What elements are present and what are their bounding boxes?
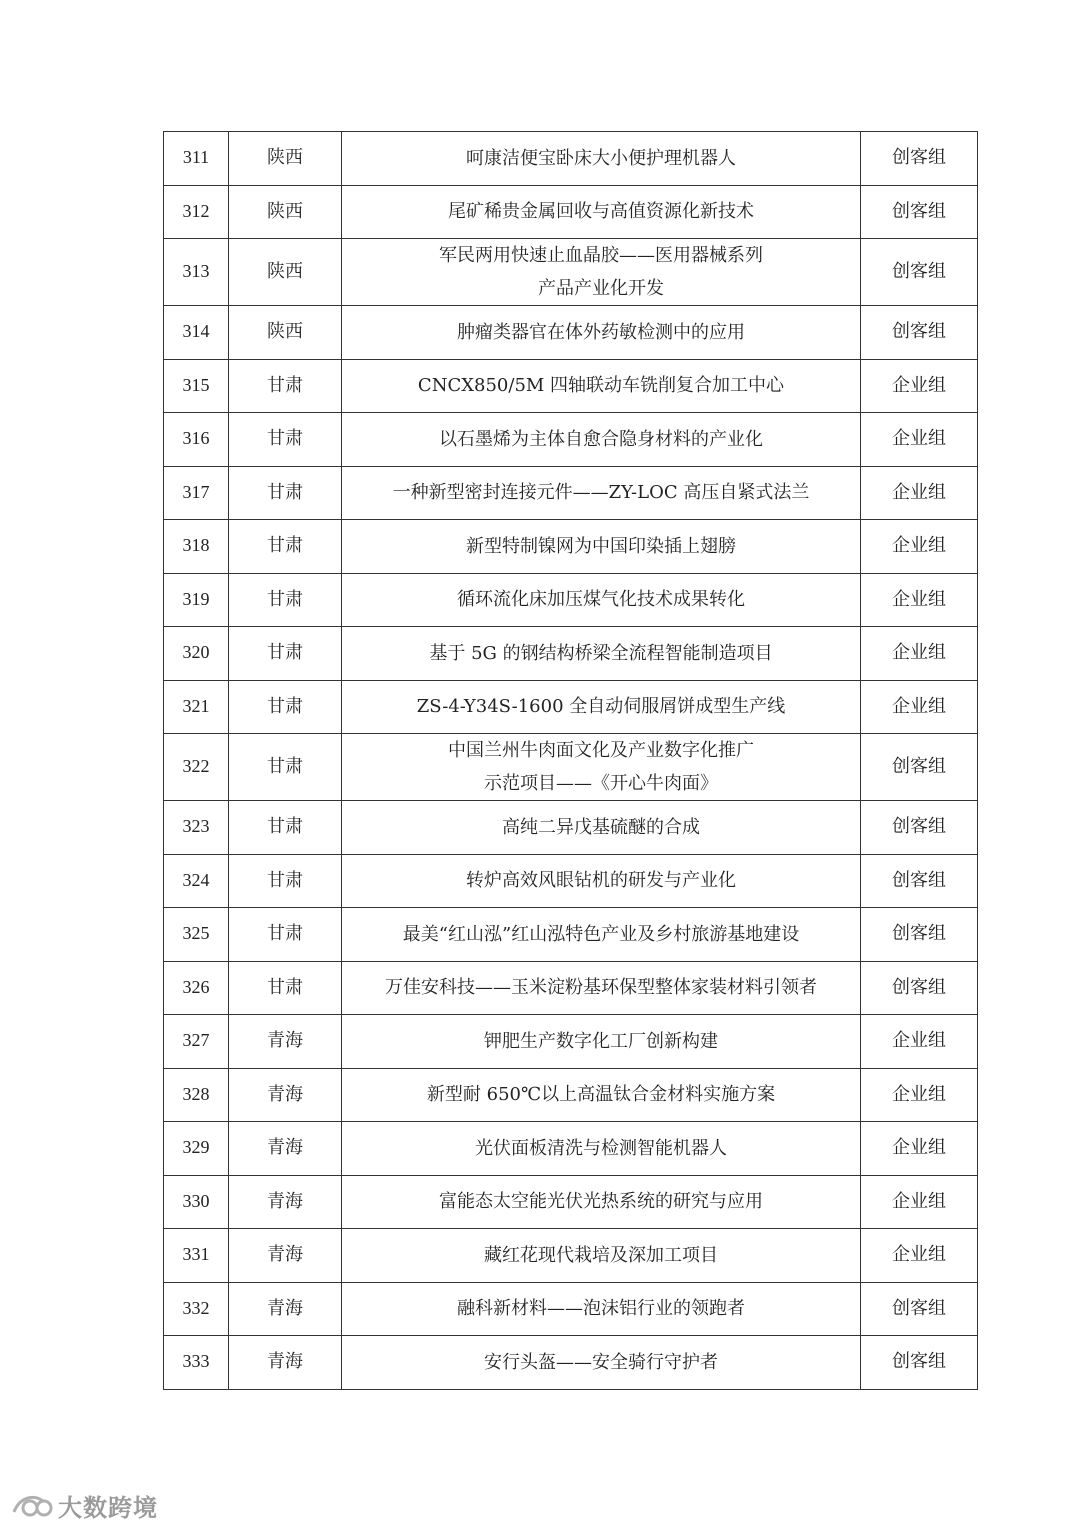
row-group: 创客组 — [861, 1336, 978, 1390]
row-group: 创客组 — [861, 306, 978, 360]
row-number: 332 — [164, 1282, 229, 1336]
row-project-name: 军民两用快速止血晶胶——医用器械系列 产品产业化开发 — [342, 239, 861, 306]
table-row — [164, 413, 978, 467]
projects-table — [163, 131, 978, 1390]
table-row — [164, 306, 978, 360]
table-row — [164, 1175, 978, 1229]
table-row — [164, 573, 978, 627]
row-project-name: 以石墨烯为主体自愈合隐身材料的产业化 — [342, 413, 861, 467]
row-number: 333 — [164, 1336, 229, 1390]
table-row — [164, 1229, 978, 1283]
row-number: 331 — [164, 1229, 229, 1283]
row-number: 330 — [164, 1175, 229, 1229]
row-number: 314 — [164, 306, 229, 360]
row-project-name: 万佳安科技——玉米淀粉基环保型整体家装材料引领者 — [342, 961, 861, 1015]
row-project-name: 高纯二异戊基硫醚的合成 — [342, 801, 861, 855]
row-province: 青海 — [229, 1175, 342, 1229]
row-project-name: 光伏面板清洗与检测智能机器人 — [342, 1122, 861, 1176]
row-number: 319 — [164, 573, 229, 627]
row-province: 甘肃 — [229, 908, 342, 962]
row-group: 企业组 — [861, 627, 978, 681]
row-project-name: 富能态太空能光伏光热系统的研究与应用 — [342, 1175, 861, 1229]
row-group: 企业组 — [861, 359, 978, 413]
row-province: 陕西 — [229, 306, 342, 360]
row-group: 创客组 — [861, 801, 978, 855]
row-province: 青海 — [229, 1122, 342, 1176]
row-province: 甘肃 — [229, 413, 342, 467]
table-row — [164, 734, 978, 801]
row-group: 企业组 — [861, 466, 978, 520]
row-group: 企业组 — [861, 1015, 978, 1069]
row-number: 315 — [164, 359, 229, 413]
table-row — [164, 132, 978, 186]
table-row — [164, 1015, 978, 1069]
row-province: 陕西 — [229, 239, 342, 306]
row-group: 创客组 — [861, 908, 978, 962]
row-province: 甘肃 — [229, 734, 342, 801]
projects-table-body — [164, 132, 978, 1390]
table-row — [164, 1068, 978, 1122]
table-row — [164, 801, 978, 855]
row-province: 甘肃 — [229, 573, 342, 627]
watermark-text: 大数跨境 — [58, 1493, 158, 1522]
row-project-name: 藏红花现代栽培及深加工项目 — [342, 1229, 861, 1283]
table-row — [164, 908, 978, 962]
row-number: 325 — [164, 908, 229, 962]
watermark — [10, 1488, 158, 1522]
row-group: 企业组 — [861, 573, 978, 627]
row-number: 329 — [164, 1122, 229, 1176]
row-province: 甘肃 — [229, 961, 342, 1015]
row-province: 青海 — [229, 1229, 342, 1283]
row-number: 322 — [164, 734, 229, 801]
row-number: 323 — [164, 801, 229, 855]
row-project-name: ZS-4-Y34S-1600 全自动伺服屑饼成型生产线 — [342, 680, 861, 734]
row-group: 企业组 — [861, 680, 978, 734]
row-province: 陕西 — [229, 185, 342, 239]
table-row — [164, 359, 978, 413]
table-row — [164, 680, 978, 734]
row-project-name: 肿瘤类器官在体外药敏检测中的应用 — [342, 306, 861, 360]
row-project-name: 呵康洁便宝卧床大小便护理机器人 — [342, 132, 861, 186]
row-province: 甘肃 — [229, 627, 342, 681]
table-row — [164, 239, 978, 306]
row-project-name: 转炉高效风眼钻机的研发与产业化 — [342, 854, 861, 908]
row-group: 创客组 — [861, 1282, 978, 1336]
table-row — [164, 961, 978, 1015]
row-province: 甘肃 — [229, 854, 342, 908]
table-row — [164, 1336, 978, 1390]
row-number: 313 — [164, 239, 229, 306]
table-row — [164, 1282, 978, 1336]
row-number: 311 — [164, 132, 229, 186]
table-row — [164, 854, 978, 908]
row-project-name: 中国兰州牛肉面文化及产业数字化推广 示范项目——《开心牛肉面》 — [342, 734, 861, 801]
row-group: 企业组 — [861, 1068, 978, 1122]
row-province: 甘肃 — [229, 680, 342, 734]
row-group: 企业组 — [861, 520, 978, 574]
row-province: 陕西 — [229, 132, 342, 186]
row-province: 青海 — [229, 1282, 342, 1336]
row-number: 327 — [164, 1015, 229, 1069]
table-row — [164, 466, 978, 520]
row-province: 甘肃 — [229, 520, 342, 574]
row-project-name: 最美“红山泓”红山泓特色产业及乡村旅游基地建设 — [342, 908, 861, 962]
table-row — [164, 185, 978, 239]
row-number: 326 — [164, 961, 229, 1015]
row-province: 甘肃 — [229, 801, 342, 855]
row-province: 青海 — [229, 1015, 342, 1069]
row-project-name: CNCX850/5M 四轴联动车铣削复合加工中心 — [342, 359, 861, 413]
row-number: 321 — [164, 680, 229, 734]
row-province: 青海 — [229, 1068, 342, 1122]
row-number: 317 — [164, 466, 229, 520]
row-project-name: 融科新材料——泡沫铝行业的领跑者 — [342, 1282, 861, 1336]
row-province: 甘肃 — [229, 359, 342, 413]
row-group: 企业组 — [861, 1229, 978, 1283]
row-number: 318 — [164, 520, 229, 574]
eye-logo-icon — [10, 1490, 56, 1520]
row-group: 企业组 — [861, 1175, 978, 1229]
row-province: 青海 — [229, 1336, 342, 1390]
row-project-name: 循环流化床加压煤气化技术成果转化 — [342, 573, 861, 627]
row-province: 甘肃 — [229, 466, 342, 520]
row-group: 企业组 — [861, 413, 978, 467]
row-group: 创客组 — [861, 961, 978, 1015]
row-number: 320 — [164, 627, 229, 681]
row-project-name: 基于 5G 的钢结构桥梁全流程智能制造项目 — [342, 627, 861, 681]
row-group: 创客组 — [861, 854, 978, 908]
row-group: 创客组 — [861, 132, 978, 186]
row-project-name: 新型特制镍网为中国印染插上翅膀 — [342, 520, 861, 574]
row-group: 创客组 — [861, 239, 978, 306]
row-project-name: 新型耐 650℃以上高温钛合金材料实施方案 — [342, 1068, 861, 1122]
row-number: 324 — [164, 854, 229, 908]
row-project-name: 一种新型密封连接元件——ZY-LOC 高压自紧式法兰 — [342, 466, 861, 520]
row-project-name: 钾肥生产数字化工厂创新构建 — [342, 1015, 861, 1069]
row-number: 328 — [164, 1068, 229, 1122]
row-number: 316 — [164, 413, 229, 467]
table-row — [164, 627, 978, 681]
row-group: 创客组 — [861, 734, 978, 801]
row-number: 312 — [164, 185, 229, 239]
row-group: 创客组 — [861, 185, 978, 239]
row-project-name: 尾矿稀贵金属回收与高值资源化新技术 — [342, 185, 861, 239]
row-group: 企业组 — [861, 1122, 978, 1176]
table-row — [164, 520, 978, 574]
row-project-name: 安行头盔——安全骑行守护者 — [342, 1336, 861, 1390]
table-row — [164, 1122, 978, 1176]
